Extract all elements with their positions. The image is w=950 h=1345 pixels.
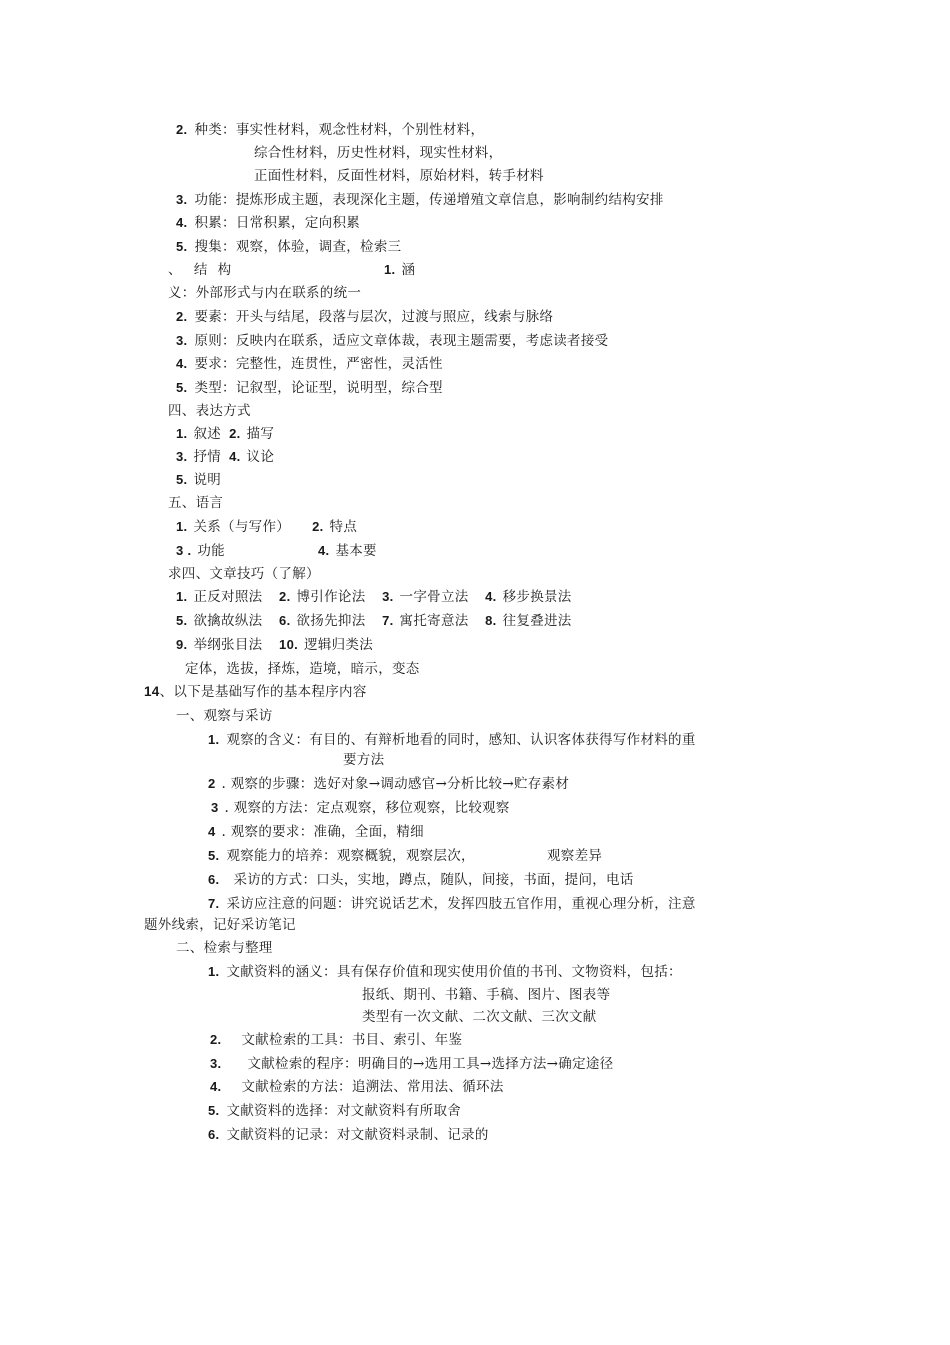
section-14-title: [144, 683, 367, 701]
item-text: 举纲张目法: [193, 637, 263, 653]
item-text: 文献资料的选择：对文献资料有所取舍: [226, 1103, 462, 1119]
item-text: 采访的方式：口头，实地，蹲点，随队，间接，书面，提问，电话: [233, 872, 634, 888]
item-number: 1.: [176, 589, 188, 604]
section-title: 、以下是基础写作的基本程序内容: [159, 684, 367, 700]
structure-item: [176, 355, 443, 373]
retrieval-item-1-cont: 报纸、期刊、书籍、手稿、图片、图表等: [362, 987, 611, 1003]
materials-function: [176, 191, 664, 209]
item-number: 4: [208, 824, 216, 839]
item-number: 1.: [208, 732, 220, 747]
observe-item-6: [208, 871, 634, 889]
language-heading: 五、语言: [168, 495, 224, 511]
item-number: 2.: [210, 1032, 222, 1047]
item-number: 4.: [229, 449, 241, 464]
item-text: 博引作论法: [296, 589, 366, 605]
item-number: 2.: [279, 589, 291, 604]
structure-heading: [168, 261, 231, 279]
item-text: 文献检索的工具：书目、索引、年鉴: [241, 1032, 463, 1048]
item-text: 叙述: [193, 426, 222, 442]
techniques-tail: 定体，选拔，择炼，造境，暗示，变态: [185, 661, 420, 677]
item-text: 观察的含义：有目的、有辩析地看的同时，感知、认识客体获得写作材料的重: [226, 732, 696, 748]
item-text: 欲扬先抑法: [296, 613, 366, 629]
item-text: 功能: [197, 543, 225, 559]
item-text: 要求：完整性，连贯性，严密性，灵活性: [194, 356, 443, 372]
item-text: 类型：记叙型，论证型，说明型，综合型: [194, 380, 443, 396]
item-text: 说明: [193, 472, 222, 488]
observe-item-1: [208, 731, 696, 749]
heading-char: 构: [217, 262, 232, 278]
retrieval-item-2: [210, 1031, 462, 1049]
retrieval-item-4: [210, 1078, 504, 1096]
item-number: 2: [208, 776, 216, 791]
item-number: 6.: [208, 872, 220, 887]
expression-row: [176, 425, 274, 443]
item-number: 5.: [176, 472, 188, 487]
item-number: 4.: [485, 589, 497, 604]
materials-kinds-line1: [176, 121, 484, 139]
item-text: 移步换景法: [502, 589, 572, 605]
observe-item-1-cont: 要方法: [343, 752, 385, 768]
heading-char: 结: [193, 262, 208, 278]
item-number: 10.: [279, 637, 299, 652]
item-number: 8.: [485, 613, 497, 628]
item-text: 观察能力的培养：观察概貌，观察层次，: [226, 848, 475, 864]
observe-item-5-tail: 观察差异: [547, 848, 603, 864]
language-row: [176, 542, 225, 560]
observe-item-7: [208, 895, 696, 913]
item-number: 2.: [176, 122, 188, 137]
item-number: 4.: [176, 215, 188, 230]
materials-kinds-line2: 综合性材料，历史性材料，现实性材料，: [254, 145, 503, 161]
retrieval-item-1-cont: 类型有一次文献、二次文献、三次文献: [362, 1009, 597, 1025]
item-number: 1.: [176, 519, 188, 534]
item-text: 搜集：观察，体验，调查，检索三: [194, 239, 402, 255]
item-text: 文献检索的程序：明确目的→选用工具→选择方法→确定途径: [247, 1056, 614, 1072]
materials-kinds-line3: 正面性材料，反面性材料，原始材料，转手材料: [254, 168, 544, 184]
item-text: 文献检索的方法：追溯法、常用法、循环法: [241, 1079, 504, 1095]
item-text: 种类：事实性材料，观念性材料，个别性材料，: [194, 122, 485, 138]
structure-item: [176, 379, 443, 397]
structure-definition-start: [384, 261, 415, 279]
item-number: 9.: [176, 637, 188, 652]
item-number: 1.: [384, 262, 396, 277]
item-text: 文献资料的记录：对文献资料录制、记录的: [226, 1127, 489, 1143]
retrieval-item-1: [208, 963, 682, 981]
item-text: . 观察的要求：准确，全面，精细: [221, 824, 424, 840]
observe-item-5: [208, 847, 475, 865]
observe-item-7-cont: 题外线索，记好采访笔记: [144, 917, 296, 933]
item-text: . 观察的方法：定点观察，移位观察，比较观察: [224, 800, 510, 816]
item-number: 2.: [229, 426, 241, 441]
structure-definition-rest: 义：外部形式与内在联系的统一: [168, 285, 362, 301]
item-number: 3.: [176, 449, 188, 464]
item-text: 要素：开头与结尾，段落与层次，过渡与照应，线索与脉络: [194, 309, 554, 325]
techniques-row: [176, 636, 373, 654]
item-number: 5.: [176, 380, 188, 395]
item-number: 6.: [208, 1127, 220, 1142]
item-text: 抒情: [193, 449, 222, 465]
item-number: 3.: [210, 1056, 222, 1071]
heading-mark: 、: [168, 262, 182, 278]
retrieval-item-5: [208, 1102, 461, 1120]
item-number: 3: [211, 800, 219, 815]
techniques-row: [176, 588, 572, 606]
item-text: 特点: [329, 519, 358, 535]
expression-row: [176, 471, 221, 489]
retrieval-heading: 二、检索与整理: [176, 940, 273, 956]
item-number: 5.: [176, 613, 188, 628]
item-number: 5.: [208, 848, 220, 863]
language-row: [176, 518, 357, 536]
item-text: 原则：反映内在联系，适应文章体裁，表现主题需要，考虑读者接受: [194, 333, 609, 349]
techniques-heading: 求四、文章技巧（了解）: [168, 566, 320, 582]
item-number: 2.: [312, 519, 324, 534]
item-number: 3.: [176, 192, 188, 207]
item-number: 3.: [176, 333, 188, 348]
item-number: 4.: [210, 1079, 222, 1094]
item-text: 功能：提炼形成主题，表现深化主题，传递增殖文章信息，影响制约结构安排: [194, 192, 664, 208]
item-text: 逻辑归类法: [304, 637, 374, 653]
retrieval-item-3: [210, 1055, 614, 1073]
item-number: 5.: [208, 1103, 220, 1118]
observe-item-4: [208, 823, 424, 841]
item-number: 6.: [279, 613, 291, 628]
item-text: 描写: [246, 426, 275, 442]
retrieval-item-6: [208, 1126, 489, 1144]
observe-item-3: [211, 799, 510, 817]
item-text: 基本要: [335, 543, 377, 559]
item-number: 4.: [176, 356, 188, 371]
item-text: 关系（与写作）: [193, 519, 291, 535]
item-number: 2.: [176, 309, 188, 324]
expression-row: [176, 448, 274, 466]
item-number: 5.: [176, 239, 188, 254]
item-text: 正反对照法: [193, 589, 263, 605]
observe-item-2: [208, 775, 569, 793]
item-text: 文献资料的涵义：具有保存价值和现实使用价值的书刊、文物资料，包括：: [226, 964, 682, 980]
item-text: 一字骨立法: [399, 589, 469, 605]
materials-accumulation: [176, 214, 360, 232]
structure-item: [176, 332, 608, 350]
techniques-row: [176, 612, 572, 630]
item-text: 涵: [401, 262, 416, 278]
item-text: 欲擒故纵法: [193, 613, 263, 629]
item-text: 寓托寄意法: [399, 613, 469, 629]
structure-item: [176, 308, 553, 326]
item-text: 采访应注意的问题：讲究说话艺术，发挥四肢五官作用，重视心理分析，注意: [226, 896, 696, 912]
item-text: 往复叠进法: [502, 613, 572, 629]
observe-heading: 一、观察与采访: [176, 708, 273, 724]
item-number: 3 .: [176, 543, 192, 558]
item-number: 3.: [382, 589, 394, 604]
item-text: 议论: [246, 449, 275, 465]
item-number: 4.: [318, 543, 330, 558]
language-row-item: [318, 542, 377, 560]
materials-collection: [176, 238, 401, 256]
item-text: 积累：日常积累，定向积累: [194, 215, 361, 231]
item-text: . 观察的步骤：选好对象→调动感官→分析比较→贮存素材: [221, 776, 570, 792]
expression-heading: 四、表达方式: [168, 403, 251, 419]
item-number: 7.: [382, 613, 394, 628]
item-number: 1.: [176, 426, 188, 441]
section-number: 14: [144, 684, 160, 699]
item-number: 1.: [208, 964, 220, 979]
item-number: 7.: [208, 896, 220, 911]
